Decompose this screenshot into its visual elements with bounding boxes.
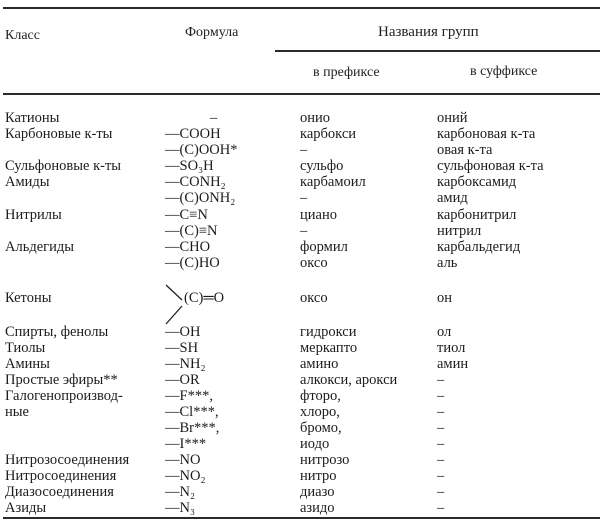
- prefix-cell: хлоро,: [300, 404, 340, 420]
- header-bottom-rule: [3, 93, 600, 95]
- prefix-cell: карбамоил: [300, 174, 366, 190]
- class-cell: Нитрилы: [5, 207, 62, 223]
- prefix-cell: бромо,: [300, 420, 342, 436]
- suffix-cell: –: [437, 484, 445, 500]
- prefix-cell: оксо: [300, 290, 328, 306]
- prefix-cell: онио: [300, 110, 331, 126]
- class-cell: Кетоны: [5, 290, 52, 306]
- suffix-cell: –: [437, 452, 445, 468]
- prefix-cell: иодо: [300, 436, 330, 452]
- class-cell: Амиды: [5, 174, 50, 190]
- suffix-cell: овая к-та: [437, 142, 493, 158]
- prefix-cell: карбокси: [300, 126, 357, 142]
- formula-cell: —CONH₂: [165, 174, 226, 190]
- class-cell: Диазосоединения: [5, 484, 114, 500]
- suffix-cell: аль: [437, 255, 458, 271]
- prefix-cell: оксо: [300, 255, 328, 271]
- formula-cell: —SO₃H: [165, 158, 214, 174]
- suffix-cell: –: [437, 420, 445, 436]
- formula-cell: (C)═O: [184, 290, 225, 306]
- ketone-bonds-icon: [164, 282, 194, 332]
- suffix-cell: он: [437, 290, 453, 306]
- prefix-cell: меркапто: [300, 340, 358, 356]
- prefix-cell: нитрозо: [300, 452, 350, 468]
- prefix-cell: гидрокси: [300, 324, 357, 340]
- prefix-cell: формил: [300, 239, 348, 255]
- suffix-cell: –: [437, 468, 445, 484]
- class-cell: Амины: [5, 356, 50, 372]
- suffix-cell: –: [437, 436, 445, 452]
- formula-cell: —(C)ONH₂: [165, 190, 236, 206]
- formula-cell: —Br***,: [165, 420, 220, 436]
- prefix-cell: циано: [300, 207, 337, 223]
- formula-cell: —OH: [165, 324, 201, 340]
- header-prefix: в префиксе: [313, 65, 380, 80]
- suffix-cell: амин: [437, 356, 469, 372]
- class-cell: Азиды: [5, 500, 47, 516]
- header-class: Класс: [5, 28, 40, 43]
- formula-cell: —NH₂: [165, 356, 206, 372]
- formula-cell: —F***,: [165, 388, 213, 404]
- class-cell: Катионы: [5, 110, 60, 126]
- formula-cell: —(C)≡N: [165, 223, 218, 239]
- formula-cell: —NO₂: [165, 468, 206, 484]
- prefix-cell: –: [300, 190, 308, 206]
- suffix-cell: амид: [437, 190, 468, 206]
- top-rule: [3, 7, 600, 9]
- class-cell: Нитросоединения: [5, 468, 117, 484]
- formula-cell: —I***: [165, 436, 207, 452]
- prefix-cell: диазо: [300, 484, 335, 500]
- suffix-cell: –: [437, 388, 445, 404]
- formula-cell: —SH: [165, 340, 199, 356]
- suffix-cell: –: [437, 500, 445, 516]
- class-cell: Простые эфиры**: [5, 372, 118, 388]
- suffix-cell: карбальдегид: [437, 239, 521, 255]
- suffix-cell: оний: [437, 110, 468, 126]
- prefix-cell: азидо: [300, 500, 335, 516]
- header-group-names: Названия групп: [378, 24, 479, 40]
- prefix-cell: нитро: [300, 468, 337, 484]
- formula-cell: —(C)OOH*: [165, 142, 238, 158]
- formula-cell: —NO: [165, 452, 201, 468]
- suffix-cell: тиол: [437, 340, 466, 356]
- header-suffix: в суффиксе: [470, 64, 538, 79]
- bottom-rule: [3, 517, 600, 519]
- suffix-cell: –: [437, 404, 445, 420]
- class-cell: Галогенопроизвод-: [5, 388, 123, 404]
- prefix-cell: –: [300, 223, 308, 239]
- formula-cell: —Cl***,: [165, 404, 219, 420]
- prefix-cell: фторо,: [300, 388, 341, 404]
- formula-cell: —COOH: [165, 126, 221, 142]
- formula-cell: –: [210, 110, 218, 126]
- suffix-cell: нитрил: [437, 223, 482, 239]
- class-cell: Нитрозосоединения: [5, 452, 130, 468]
- prefix-cell: –: [300, 142, 308, 158]
- prefix-cell: сульфо: [300, 158, 344, 174]
- suffix-cell: ол: [437, 324, 452, 340]
- group-names-rule: [275, 50, 600, 52]
- formula-cell: —N₃: [165, 500, 196, 516]
- formula-cell: —OR: [165, 372, 200, 388]
- class-cell: Альдегиды: [5, 239, 74, 255]
- class-cell: Карбоновые к-ты: [5, 126, 113, 142]
- header-formula: Формула: [185, 25, 239, 40]
- suffix-cell: сульфоновая к-та: [437, 158, 544, 174]
- suffix-cell: карбоксамид: [437, 174, 517, 190]
- suffix-cell: карбонитрил: [437, 207, 517, 223]
- class-cell: Сульфоновые к-ты: [5, 158, 122, 174]
- formula-cell: —C≡N: [165, 207, 208, 223]
- class-cell: Тиолы: [5, 340, 46, 356]
- formula-cell: —N₂: [165, 484, 196, 500]
- suffix-cell: –: [437, 372, 445, 388]
- prefix-cell: алкокси, арокси: [300, 372, 398, 388]
- formula-cell: —CHO: [165, 239, 211, 255]
- prefix-cell: амино: [300, 356, 339, 372]
- class-cell: Спирты, фенолы: [5, 324, 109, 340]
- class-cell: ные: [5, 404, 29, 420]
- formula-cell: —(C)HO: [165, 255, 220, 271]
- suffix-cell: карбоновая к-та: [437, 126, 536, 142]
